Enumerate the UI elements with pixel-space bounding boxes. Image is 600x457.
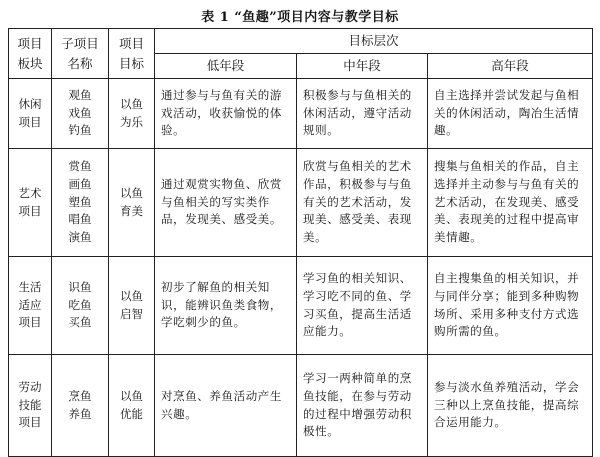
row-low-level: 初步了解鱼的相关知识，能辨识鱼类食物，学吃刺少的鱼。 bbox=[155, 257, 297, 355]
row-block: 休闲 项目 bbox=[9, 79, 52, 149]
row-block: 艺术 项目 bbox=[9, 149, 52, 257]
row-high-level: 自主搜集鱼的相关知识，并与同伴分享；能到多种购物场所、采用多种支付方式选购所需的鱼。 bbox=[428, 257, 593, 355]
header-low: 低年段 bbox=[155, 54, 297, 79]
header-levels: 目标层次 bbox=[155, 29, 593, 54]
row-low-level: 通过参与与鱼有关的游戏活动，收获愉悦的体验。 bbox=[155, 79, 297, 149]
header-row-1 bbox=[9, 29, 593, 54]
header-subproject: 子项目 名称 bbox=[52, 29, 109, 79]
row-subprojects: 识鱼 吃鱼 买鱼 bbox=[52, 257, 109, 355]
row-block: 劳动 技能 项目 bbox=[9, 355, 52, 457]
row-goal: 以鱼 启智 bbox=[109, 257, 155, 355]
table-row bbox=[9, 257, 593, 355]
row-mid-level: 学习鱼的相关知识、学习吃不同的鱼、学习买鱼，提高生活适应能力。 bbox=[297, 257, 428, 355]
row-low-level: 对烹鱼、养鱼活动产生兴趣。 bbox=[155, 355, 297, 457]
row-subprojects: 观鱼 戏鱼 钓鱼 bbox=[52, 79, 109, 149]
header-high: 高年段 bbox=[428, 54, 593, 79]
header-mid: 中年段 bbox=[297, 54, 428, 79]
row-high-level: 自主选择并尝试发起与鱼相关的休闲活动，陶冶生活情趣。 bbox=[428, 79, 593, 149]
table-row bbox=[9, 355, 593, 457]
row-mid-level: 学习一两种简单的烹鱼技能，在参与劳动的过程中增强劳动积极性。 bbox=[297, 355, 428, 457]
row-block: 生活 适应 项目 bbox=[9, 257, 52, 355]
table-row bbox=[9, 149, 593, 257]
table-row bbox=[9, 79, 593, 149]
header-goal: 项目 目标 bbox=[109, 29, 155, 79]
row-low-level: 通过观赏实物鱼、欣赏与鱼相关的写实类作品，发现美、感受美。 bbox=[155, 149, 297, 257]
row-mid-level: 积极参与与鱼相关的休闲活动，遵守活动规则。 bbox=[297, 79, 428, 149]
table-title: 表 1 “鱼趣”项目内容与教学目标 bbox=[201, 10, 399, 25]
row-high-level: 搜集与鱼相关的作品，自主选择并主动参与与鱼有关的艺术活动，在发现美、感受美、表现美的过程中提高审美情趣。 bbox=[428, 149, 593, 257]
row-goal: 以鱼 育美 bbox=[109, 149, 155, 257]
row-mid-level: 欣赏与鱼相关的艺术作品，积极参与与鱼有关的艺术活动，发现美、感受美、表现美。 bbox=[297, 149, 428, 257]
content-goals-table bbox=[8, 28, 593, 457]
row-goal: 以鱼 为乐 bbox=[109, 79, 155, 149]
row-subprojects: 赏鱼 画鱼 塑鱼 唱鱼 演鱼 bbox=[52, 149, 109, 257]
header-block: 项目 板块 bbox=[9, 29, 52, 79]
row-subprojects: 烹鱼 养鱼 bbox=[52, 355, 109, 457]
row-goal: 以鱼 优能 bbox=[109, 355, 155, 457]
row-high-level: 参与淡水鱼养殖活动，学会三种以上烹鱼技能，提高综合运用能力。 bbox=[428, 355, 593, 457]
